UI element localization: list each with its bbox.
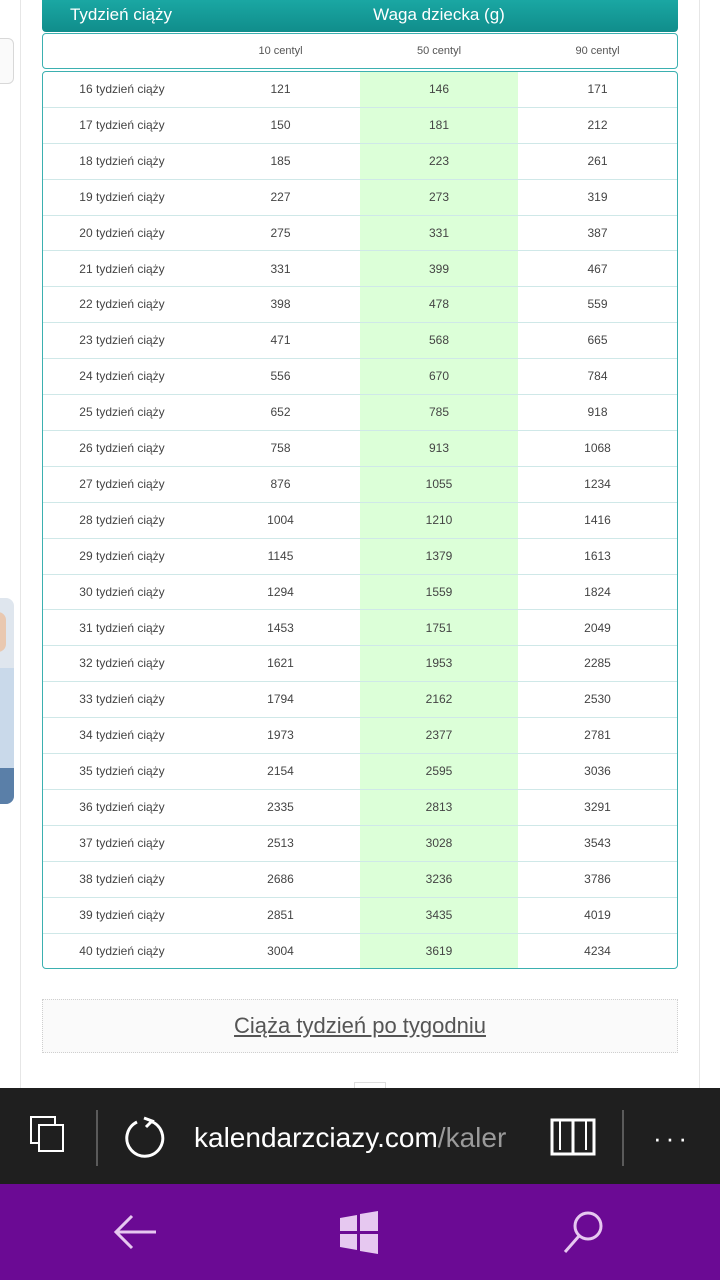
p10-cell: 471 (270, 333, 291, 348)
back-arrow-icon[interactable] (108, 1204, 164, 1260)
column-header-10: 10 centyl (258, 45, 303, 57)
p10-cell: 2513 (267, 835, 294, 850)
p90-cell: 319 (587, 189, 608, 204)
header-week: Tydzień ciąży (69, 5, 173, 24)
week-cell: 25 tydzień ciąży (79, 405, 165, 420)
p10-cell: 1973 (267, 728, 294, 743)
week-by-week-link[interactable]: Ciąża tydzień po tygodniu (234, 1013, 486, 1038)
p90-cell: 918 (587, 405, 608, 420)
toolbar-divider (622, 1110, 624, 1166)
table-row (43, 862, 677, 898)
browser-toolbar (0, 1088, 720, 1184)
column-header-90: 90 centyl (575, 45, 620, 57)
p10-cell: 2154 (267, 764, 294, 779)
p90-cell: 2285 (584, 656, 611, 671)
week-cell: 28 tydzień ciąży (79, 512, 165, 527)
table-row (43, 646, 677, 682)
week-cell: 23 tydzień ciąży (79, 333, 165, 348)
p90-cell: 2781 (584, 728, 611, 743)
p50-cell: 2377 (425, 728, 453, 743)
week-cell: 27 tydzień ciąży (79, 476, 165, 491)
table-row (43, 790, 677, 826)
p10-cell: 3004 (267, 943, 294, 958)
p90-cell: 559 (587, 297, 608, 312)
p50-cell: 1210 (425, 512, 453, 527)
table-header (42, 0, 678, 32)
p90-cell: 387 (587, 225, 608, 240)
p50-cell: 399 (428, 261, 450, 276)
p10-cell: 398 (270, 297, 291, 312)
table-row (43, 72, 677, 108)
p50-cell: 3435 (425, 907, 453, 922)
weight-table (42, 71, 678, 969)
table-row (43, 108, 677, 144)
p50-cell: 785 (428, 405, 450, 420)
table-row (43, 826, 677, 862)
p90-cell: 1416 (584, 512, 611, 527)
p10-cell: 1145 (267, 548, 294, 563)
toolbar-divider (96, 1110, 98, 1166)
p90-cell: 665 (587, 333, 608, 348)
week-cell: 32 tydzień ciąży (79, 656, 165, 671)
week-cell: 34 tydzień ciąży (79, 728, 165, 743)
week-cell: 26 tydzień ciąży (79, 441, 165, 455)
header-weight: Waga dziecka (g) (373, 5, 505, 24)
p90-cell: 4019 (584, 907, 611, 922)
p90-cell: 3036 (584, 764, 611, 779)
week-cell: 20 tydzień ciąży (79, 225, 165, 240)
p50-cell: 181 (428, 117, 450, 132)
table-row (43, 180, 677, 216)
p10-cell: 2851 (267, 907, 294, 922)
link-box (42, 999, 678, 1053)
column-headers (42, 33, 678, 69)
week-cell: 16 tydzień ciąży (79, 82, 165, 96)
p90-cell: 3291 (584, 800, 611, 814)
side-panel-edge (0, 38, 14, 84)
table-row (43, 431, 677, 467)
p10-cell: 185 (270, 153, 291, 168)
side-person-image (0, 598, 14, 804)
table-row (43, 898, 677, 934)
p90-cell: 1068 (584, 441, 611, 455)
table-row (43, 575, 677, 611)
week-cell: 35 tydzień ciąży (79, 764, 165, 779)
p10-cell: 121 (270, 82, 291, 96)
table-row (43, 323, 677, 359)
table-row (43, 682, 677, 718)
p10-cell: 1004 (267, 512, 294, 527)
p90-cell: 1234 (584, 476, 611, 491)
p50-cell: 1379 (425, 548, 453, 563)
p10-cell: 1294 (267, 584, 294, 599)
table-row (43, 216, 677, 252)
system-nav-bar (0, 1184, 720, 1280)
p90-cell: 3786 (584, 871, 611, 886)
url-path: /kaler (437, 1122, 507, 1153)
week-cell: 37 tydzień ciąży (79, 835, 165, 850)
p10-cell: 1621 (267, 656, 294, 671)
week-cell: 21 tydzień ciąży (79, 261, 165, 276)
search-icon[interactable] (556, 1204, 612, 1260)
table-row (43, 359, 677, 395)
refresh-icon[interactable] (120, 1114, 170, 1164)
reading-view-icon[interactable] (548, 1114, 598, 1160)
p90-cell: 3543 (584, 835, 611, 850)
p50-cell: 273 (428, 189, 450, 204)
table-row (43, 754, 677, 790)
table-row (43, 144, 677, 180)
p90-cell: 261 (587, 153, 608, 168)
p10-cell: 1453 (267, 620, 294, 635)
p50-cell: 3236 (425, 871, 453, 886)
p90-cell: 1613 (584, 548, 611, 563)
p50-cell: 2813 (425, 800, 453, 814)
table-row (43, 467, 677, 503)
p50-cell: 670 (428, 369, 450, 384)
p10-cell: 275 (270, 225, 291, 240)
p50-cell: 223 (428, 153, 450, 168)
p50-cell: 3619 (425, 943, 453, 958)
p50-cell: 331 (428, 225, 450, 240)
p10-cell: 150 (270, 117, 291, 132)
table-row (43, 611, 677, 647)
p50-cell: 146 (428, 82, 450, 96)
p10-cell: 652 (270, 405, 291, 420)
week-cell: 33 tydzień ciąży (79, 692, 165, 707)
p50-cell: 1055 (425, 476, 453, 491)
p90-cell: 1824 (584, 584, 611, 599)
week-cell: 40 tydzień ciąży (79, 943, 165, 958)
table-row (43, 252, 677, 288)
windows-start-icon[interactable] (332, 1204, 388, 1260)
p10-cell: 876 (270, 476, 291, 491)
p90-cell: 784 (587, 369, 608, 384)
more-icon[interactable]: ··· (653, 1123, 691, 1153)
p50-cell: 1559 (425, 584, 453, 599)
column-header-50: 50 centyl (416, 45, 462, 57)
week-cell: 18 tydzień ciąży (79, 153, 165, 168)
p10-cell: 556 (270, 369, 291, 384)
p50-cell: 2595 (425, 764, 453, 779)
tabs-icon[interactable] (24, 1110, 72, 1158)
p10-cell: 1794 (267, 692, 294, 707)
p50-cell: 3028 (425, 835, 453, 850)
p90-cell: 2530 (584, 692, 611, 707)
p10-cell: 2686 (267, 871, 294, 886)
week-cell: 31 tydzień ciąży (79, 620, 165, 635)
week-cell: 24 tydzień ciąży (79, 369, 165, 384)
url-host: kalendarzciazy.com (194, 1122, 438, 1153)
table-row (43, 503, 677, 539)
week-cell: 19 tydzień ciąży (79, 189, 165, 204)
p90-cell: 2049 (584, 620, 611, 635)
p90-cell: 171 (587, 82, 608, 96)
p50-cell: 913 (428, 441, 450, 455)
p10-cell: 227 (270, 189, 291, 204)
week-cell: 36 tydzień ciąży (79, 800, 165, 814)
p50-cell: 1751 (425, 620, 453, 635)
p90-cell: 467 (587, 261, 608, 276)
table-row (43, 539, 677, 575)
week-cell: 17 tydzień ciąży (79, 117, 165, 132)
p50-cell: 1953 (425, 656, 453, 671)
p10-cell: 758 (270, 441, 291, 455)
week-cell: 30 tydzień ciąży (79, 584, 165, 599)
p90-cell: 212 (587, 117, 608, 132)
address-bar[interactable] (194, 1116, 530, 1160)
table-row (43, 934, 677, 969)
table-row (43, 718, 677, 754)
table-row (43, 287, 677, 323)
column-header-week (43, 34, 201, 68)
p90-cell: 4234 (584, 943, 611, 958)
p10-cell: 2335 (267, 800, 294, 814)
p50-cell: 478 (428, 297, 450, 312)
p50-cell: 2162 (425, 692, 453, 707)
week-cell: 39 tydzień ciąży (79, 907, 165, 922)
week-cell: 38 tydzień ciąży (79, 871, 165, 886)
p10-cell: 331 (270, 261, 291, 276)
table-row (43, 395, 677, 431)
p50-cell: 568 (428, 333, 450, 348)
week-cell: 29 tydzień ciąży (79, 548, 165, 563)
week-cell: 22 tydzień ciąży (79, 297, 165, 312)
